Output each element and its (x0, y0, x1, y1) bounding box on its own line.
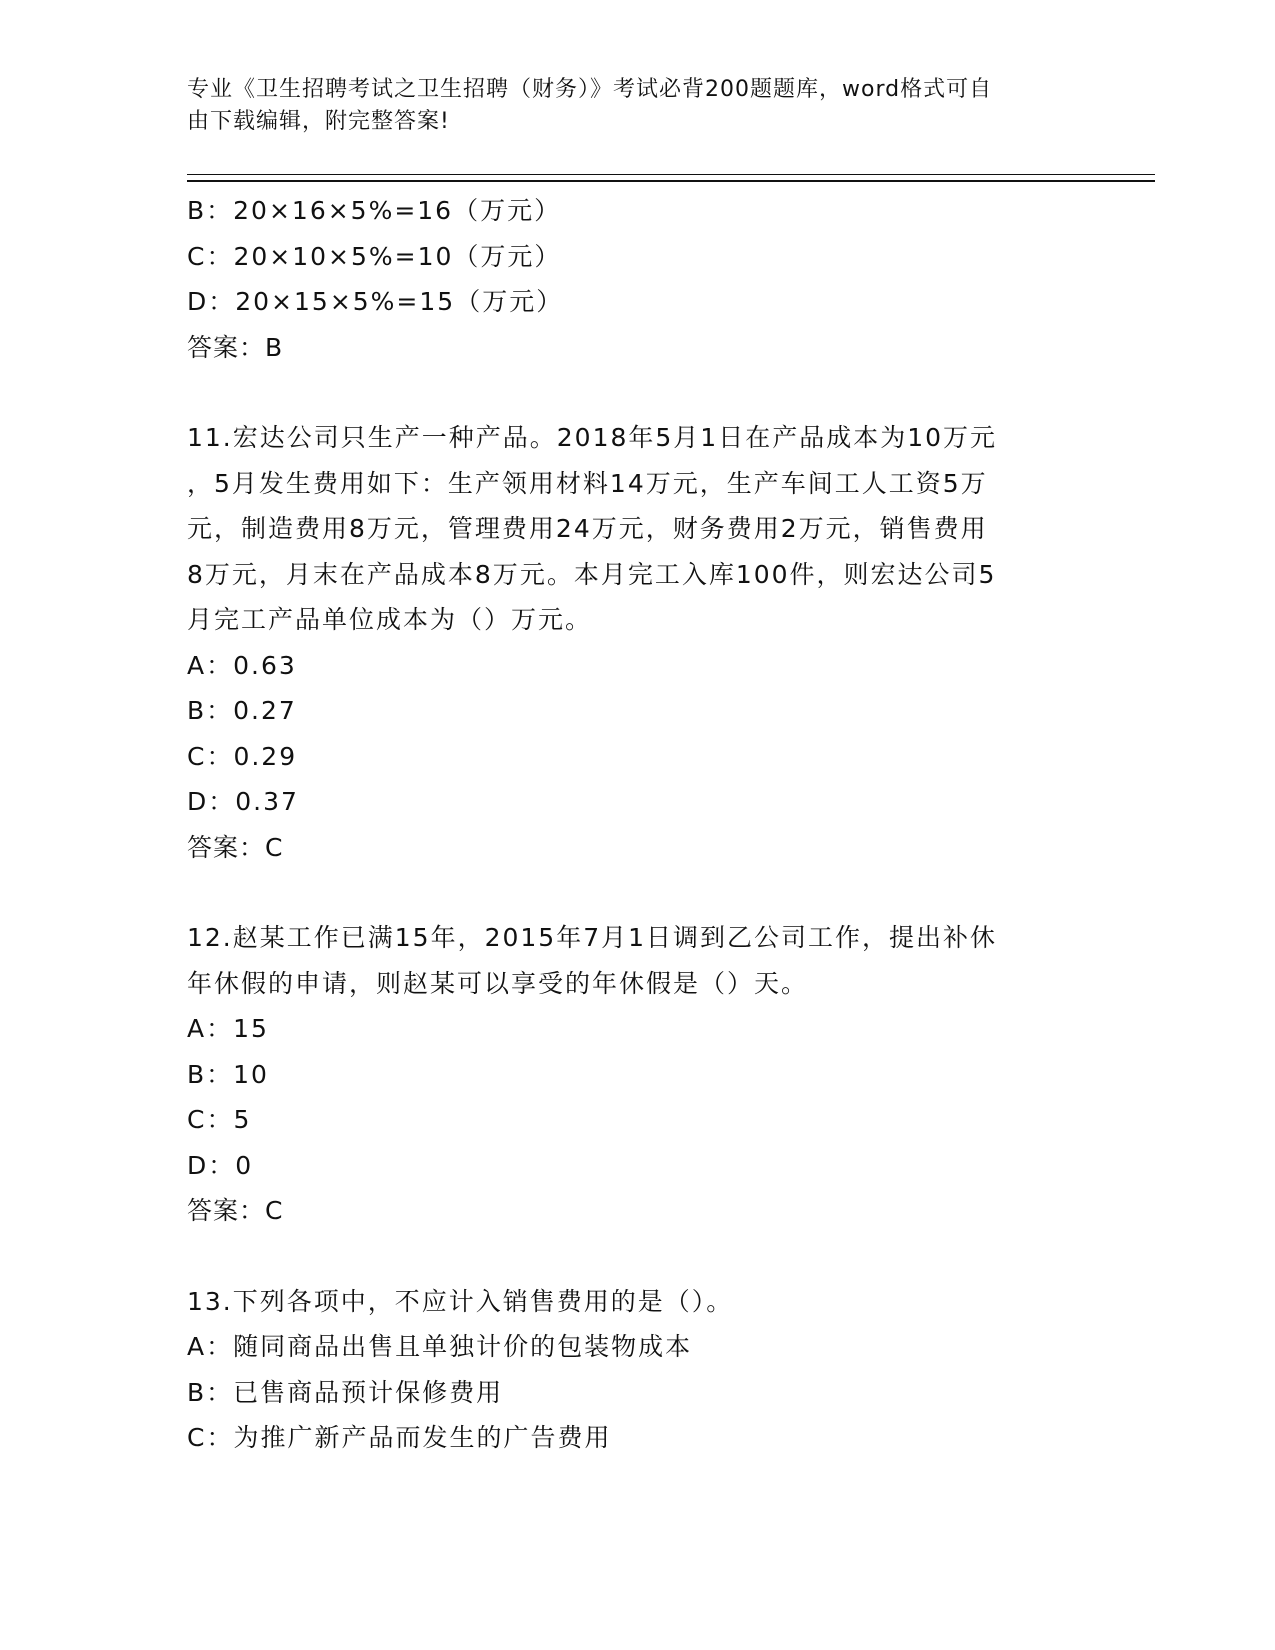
answer: 答案：C (187, 832, 284, 862)
option-a: A：随同商品出售且单独计价的包装物成本 (187, 1332, 693, 1361)
question-content (187, 188, 1087, 1461)
option-d: D：0 (187, 1150, 254, 1180)
spacer (187, 870, 1087, 915)
question-12 (187, 915, 1087, 1234)
answer: 答案：B (187, 332, 284, 362)
question-text-line: 元，制造费用8万元，管理费用24万元，财务费用2万元，销售费用 (187, 514, 988, 543)
option-a: A：0.63 (187, 650, 297, 680)
question-text-line: 8万元，月末在产品成本8万元。本月完工入库100件，则宏达公司5 (187, 559, 997, 589)
header-divider-thin (187, 174, 1155, 175)
question-text-line: 13.下列各项中，不应计入销售费用的是（）。 (187, 1286, 734, 1316)
question-10-continued (187, 188, 1087, 370)
question-13 (187, 1279, 1087, 1461)
option-c: C：5 (187, 1105, 252, 1134)
spacer (187, 370, 1087, 415)
answer: 答案：C (187, 1196, 284, 1225)
spacer (187, 1234, 1087, 1279)
option-d: D：20×15×5%=15（万元） (187, 287, 564, 316)
question-text-line: 11.宏达公司只生产一种产品。2018年5月1日在产品成本为10万元 (187, 423, 998, 452)
header-divider-thick (187, 180, 1155, 182)
header-line-2: 由下载编辑，附完整答案! (187, 109, 450, 134)
question-text-line: 年休假的申请，则赵某可以享受的年休假是（）天。 (187, 968, 809, 998)
option-b: B：10 (187, 1059, 269, 1089)
option-b: B：20×16×5%=16（万元） (187, 196, 562, 225)
question-11 (187, 415, 1087, 870)
option-d: D：0.37 (187, 787, 299, 816)
question-text-line: 月完工产品单位成本为（）万元。 (187, 605, 593, 634)
question-text-line: 12.赵某工作已满15年，2015年7月1日调到乙公司工作，提出补休 (187, 923, 998, 952)
option-c: C：20×10×5%=10（万元） (187, 241, 562, 271)
document-header (187, 74, 1067, 138)
question-text-line: ，5月发生费用如下：生产领用材料14万元，生产车间工人工资5万 (187, 468, 988, 498)
option-c: C：为推广新产品而发生的广告费用 (187, 1423, 612, 1452)
option-b: B：已售商品预计保修费用 (187, 1377, 504, 1407)
option-c: C：0.29 (187, 741, 298, 771)
header-line-1: 专业《卫生招聘考试之卫生招聘（财务）》考试必背200题题库，word格式可自 (187, 77, 993, 102)
option-a: A：15 (187, 1014, 269, 1043)
option-b: B：0.27 (187, 696, 297, 725)
